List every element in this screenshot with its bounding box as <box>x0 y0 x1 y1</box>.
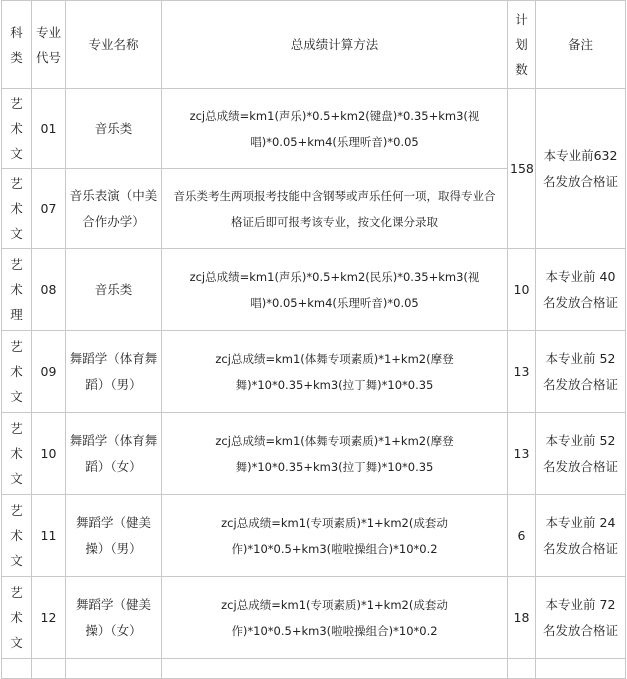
header-plan: 计 划 数 <box>508 1 536 89</box>
category-cell: 艺 术 文 <box>2 89 32 169</box>
category-cell: 艺 术 文 <box>2 331 32 413</box>
category-cell: 艺 术 文 <box>2 169 32 249</box>
code-cell: 09 <box>32 331 66 413</box>
method-cell: zcj总成绩=km1(声乐)*0.5+km2(民乐)*0.35+km3(视唱)*0.05+km4(乐理听音)*0.05 <box>162 249 508 331</box>
header-name: 专业名称 <box>66 1 162 89</box>
note-cell: 本专业前 72名发放合格证 <box>536 577 626 659</box>
note-cell: 本专业前632名发放合格证 <box>536 89 626 249</box>
category-cell: 艺 术 文 <box>2 495 32 577</box>
header-row <box>2 1 626 89</box>
header-category: 科 类 <box>2 1 32 89</box>
table-row <box>2 495 626 577</box>
method-cell: zcj总成绩=km1(专项素质)*1+km2(成套动作)*10*0.5+km3(啦啦操组合)*10*0.2 <box>162 495 508 577</box>
category-cell: 艺 术 文 <box>2 413 32 495</box>
note-cell: 本专业前 24名发放合格证 <box>536 495 626 577</box>
category-cell: 艺 术 理 <box>2 249 32 331</box>
code-cell: 12 <box>32 577 66 659</box>
header-code: 专业 代号 <box>32 1 66 89</box>
code-cell: 01 <box>32 89 66 169</box>
code-cell: 11 <box>32 495 66 577</box>
empty-cell <box>162 659 508 679</box>
empty-cell <box>66 659 162 679</box>
table-row <box>2 89 626 169</box>
note-cell: 本专业前 52名发放合格证 <box>536 413 626 495</box>
empty-cell <box>536 659 626 679</box>
name-cell: 舞蹈学（健美操）（男） <box>66 495 162 577</box>
plan-cell: 158 <box>508 89 536 249</box>
name-cell: 音乐类 <box>66 89 162 169</box>
admission-table <box>1 0 626 679</box>
table-row <box>2 413 626 495</box>
table-row-partial <box>2 659 626 679</box>
code-cell: 07 <box>32 169 66 249</box>
method-cell: 音乐类考生两项报考技能中含钢琴或声乐任何一项，取得专业合格证后即可报考该专业，按文化课分录取 <box>162 169 508 249</box>
code-cell: 08 <box>32 249 66 331</box>
name-cell: 音乐表演（中美合作办学） <box>66 169 162 249</box>
header-note: 备注 <box>536 1 626 89</box>
method-cell: zcj总成绩=km1(声乐)*0.5+km2(键盘)*0.35+km3(视唱)*0.05+km4(乐理听音)*0.05 <box>162 89 508 169</box>
method-cell: zcj总成绩=km1(专项素质)*1+km2(成套动作)*10*0.5+km3(啦啦操组合)*10*0.2 <box>162 577 508 659</box>
empty-cell <box>2 659 32 679</box>
table-row <box>2 331 626 413</box>
method-cell: zcj总成绩=km1(体舞专项素质)*1+km2(摩登舞)*10*0.35+km3(拉丁舞)*10*0.35 <box>162 413 508 495</box>
plan-cell: 18 <box>508 577 536 659</box>
name-cell: 舞蹈学（健美操）（女） <box>66 577 162 659</box>
code-cell: 10 <box>32 413 66 495</box>
name-cell: 舞蹈学（体育舞蹈）（女） <box>66 413 162 495</box>
category-cell: 艺 术 文 <box>2 577 32 659</box>
table-row <box>2 577 626 659</box>
empty-cell <box>32 659 66 679</box>
name-cell: 音乐类 <box>66 249 162 331</box>
table-row <box>2 249 626 331</box>
header-method: 总成绩计算方法 <box>162 1 508 89</box>
note-cell: 本专业前 52名发放合格证 <box>536 331 626 413</box>
method-cell: zcj总成绩=km1(体舞专项素质)*1+km2(摩登舞)*10*0.35+km3(拉丁舞)*10*0.35 <box>162 331 508 413</box>
name-cell: 舞蹈学（体育舞蹈）（男） <box>66 331 162 413</box>
plan-cell: 10 <box>508 249 536 331</box>
empty-cell <box>508 659 536 679</box>
plan-cell: 13 <box>508 331 536 413</box>
plan-cell: 13 <box>508 413 536 495</box>
plan-cell: 6 <box>508 495 536 577</box>
note-cell: 本专业前 40名发放合格证 <box>536 249 626 331</box>
